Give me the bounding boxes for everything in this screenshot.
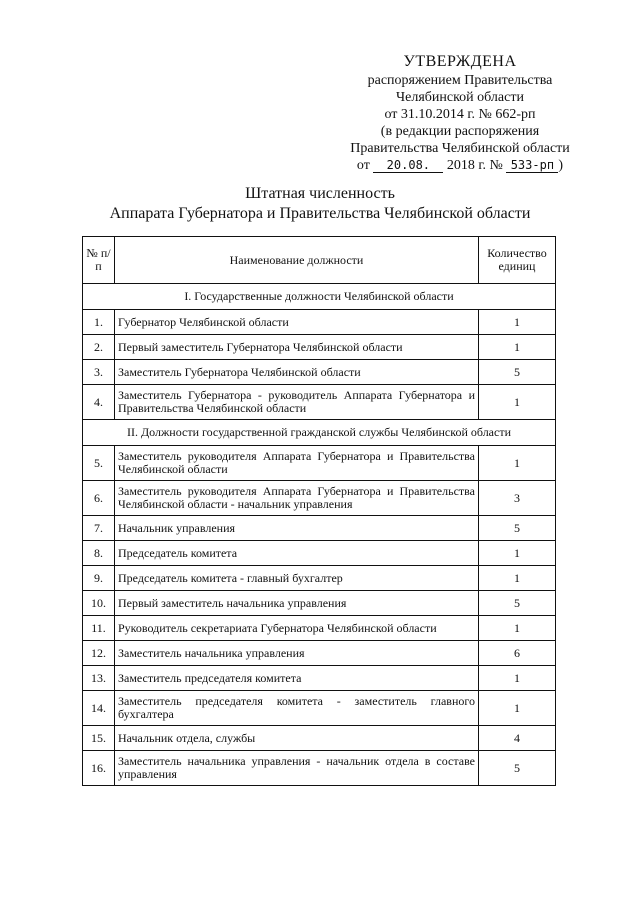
row-name: Заместитель начальника управления - начальник отдела в составе управления	[115, 751, 479, 786]
row-num: 5.	[83, 446, 115, 481]
row-name: Председатель комитета - главный бухгалтер	[115, 566, 479, 591]
row-name: Первый заместитель Губернатора Челябинской области	[115, 335, 479, 360]
row-count: 1	[479, 666, 556, 691]
section-row	[83, 284, 556, 310]
row-count: 1	[479, 691, 556, 726]
row-count: 5	[479, 360, 556, 385]
row-num: 3.	[83, 360, 115, 385]
row-count: 1	[479, 446, 556, 481]
table-row	[83, 335, 556, 360]
table-row	[83, 591, 556, 616]
row-count: 1	[479, 385, 556, 420]
row-num: 2.	[83, 335, 115, 360]
approval-line-1: распоряжением Правительства	[367, 73, 553, 88]
row-count: 3	[479, 481, 556, 516]
table-row	[83, 641, 556, 666]
header-name: Наименование должности	[115, 237, 479, 284]
approval-line-5: Правительства Челябинской области	[350, 141, 570, 156]
row-num: 10.	[83, 591, 115, 616]
table-row	[83, 516, 556, 541]
row-num: 11.	[83, 616, 115, 641]
row-count: 1	[479, 310, 556, 335]
row-num: 1.	[83, 310, 115, 335]
row-count: 6	[479, 641, 556, 666]
approval-line-4: (в редакции распоряжения	[380, 124, 540, 139]
row-name: Начальник управления	[115, 516, 479, 541]
row-num: 13.	[83, 666, 115, 691]
row-name: Первый заместитель начальника управления	[115, 591, 479, 616]
date-blank: 20.08.	[373, 158, 443, 173]
section-1: I. Государственные должности Челябинской области	[83, 284, 556, 310]
table-row	[83, 385, 556, 420]
number-blank: 533-рп	[506, 158, 558, 173]
row-name: Заместитель председателя комитета - заместитель главного бухгалтера	[115, 691, 479, 726]
row-count: 1	[479, 566, 556, 591]
header-num: № п/п	[83, 237, 115, 284]
title-line-1: Штатная численность	[245, 185, 395, 202]
table-row	[83, 616, 556, 641]
closing-paren: )	[558, 158, 564, 173]
table-row	[83, 566, 556, 591]
row-count: 5	[479, 516, 556, 541]
approval-block	[330, 52, 590, 174]
section-row	[83, 420, 556, 446]
row-num: 8.	[83, 541, 115, 566]
table-row	[83, 666, 556, 691]
row-name: Губернатор Челябинской области	[115, 310, 479, 335]
title-line-2: Аппарата Губернатора и Правительства Челябинской области	[109, 205, 531, 222]
row-num: 14.	[83, 691, 115, 726]
row-num: 7.	[83, 516, 115, 541]
row-num: 12.	[83, 641, 115, 666]
approval-line-2: Челябинской области	[396, 90, 524, 105]
staff-table	[82, 236, 556, 786]
approval-heading: УТВЕРЖДЕНА	[403, 53, 517, 70]
table-row	[83, 360, 556, 385]
row-name: Заместитель Губернатора - руководитель Аппарата Губернатора и Правительства Челябинской области	[115, 385, 479, 420]
table-row	[83, 310, 556, 335]
row-num: 9.	[83, 566, 115, 591]
approval-line-3: от 31.10.2014 г. № 662-рп	[384, 107, 536, 122]
row-name: Начальник отдела, службы	[115, 726, 479, 751]
table-row	[83, 541, 556, 566]
document-title	[0, 184, 640, 224]
row-count: 5	[479, 751, 556, 786]
section-2: II. Должности государственной гражданской службы Челябинской области	[83, 420, 556, 446]
row-name: Заместитель председателя комитета	[115, 666, 479, 691]
year-text: 2018 г. №	[446, 158, 503, 173]
row-name: Заместитель Губернатора Челябинской области	[115, 360, 479, 385]
row-name: Заместитель руководителя Аппарата Губернатора и Правительства Челябинской области	[115, 446, 479, 481]
header-count: Количество единиц	[479, 237, 556, 284]
table-row	[83, 481, 556, 516]
row-name: Председатель комитета	[115, 541, 479, 566]
row-count: 4	[479, 726, 556, 751]
date-prefix: от	[356, 158, 370, 173]
approval-date-line	[330, 157, 590, 174]
row-count: 5	[479, 591, 556, 616]
table-row	[83, 726, 556, 751]
row-num: 15.	[83, 726, 115, 751]
table-row	[83, 446, 556, 481]
row-num: 16.	[83, 751, 115, 786]
table-row	[83, 751, 556, 786]
row-count: 1	[479, 541, 556, 566]
row-num: 6.	[83, 481, 115, 516]
header-row	[83, 237, 556, 284]
table-row	[83, 691, 556, 726]
row-count: 1	[479, 616, 556, 641]
row-num: 4.	[83, 385, 115, 420]
row-name: Заместитель руководителя Аппарата Губернатора и Правительства Челябинской области - начальник управления	[115, 481, 479, 516]
row-count: 1	[479, 335, 556, 360]
row-name: Руководитель секретариата Губернатора Челябинской области	[115, 616, 479, 641]
row-name: Заместитель начальника управления	[115, 641, 479, 666]
